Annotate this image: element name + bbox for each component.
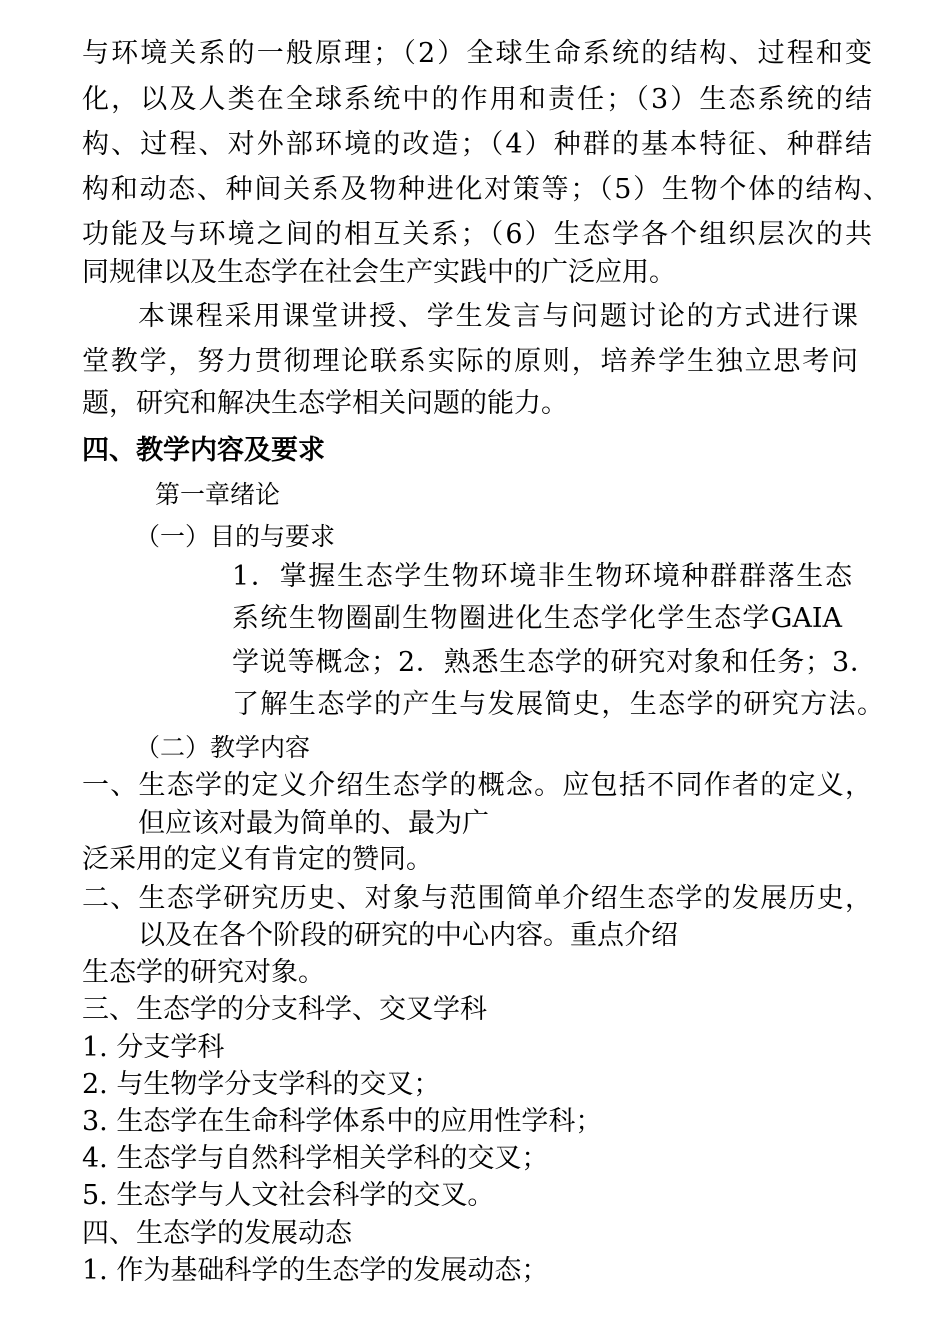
text-line: 构、过程、对外部环境的改造；（4）种群的基本特征、种群结	[82, 129, 872, 160]
text-line: 二、生态学研究历史、对象与范围简单介绍生态学的发展历史，	[82, 883, 872, 914]
text-line: 以及在各个阶段的研究的中心内容。重点介绍	[138, 920, 678, 951]
text-line: 化，以及人类在全球系统中的作用和责任；（3）生态系统的结	[82, 84, 872, 115]
text-line: 生态学的研究对象。	[82, 957, 325, 988]
text-line: 构和动态、种间关系及物种进化对策等；（5）生物个体的结构、	[82, 174, 890, 205]
text-line: 堂教学，努力贯彻理论联系实际的原则，培养学生独立思考问	[82, 346, 858, 377]
text-line: 题，研究和解决生态学相关问题的能力。	[82, 388, 568, 419]
text-line: 系统生物圈副生物圈进化生态学化学生态学GAIA	[232, 603, 842, 634]
item-heading: 三、生态学的分支科学、交叉学科	[82, 994, 487, 1025]
list-item: 2. 与生物学分支学科的交叉；	[82, 1069, 441, 1100]
section-heading: 四、教学内容及要求	[82, 435, 325, 466]
subsection-heading-objectives: （一）目的与要求	[135, 522, 336, 551]
item-heading: 四、生态学的发展动态	[82, 1218, 352, 1249]
list-item: 1. 分支学科	[82, 1032, 225, 1063]
text-line: 一、生态学的定义介绍生态学的概念。应包括不同作者的定义，	[82, 770, 872, 801]
text-line: 学说等概念；2．熟悉生态学的研究对象和任务；3．	[232, 647, 877, 678]
text-line: 与环境关系的一般原理；（2）全球生命系统的结构、过程和变	[82, 38, 872, 69]
text-line: 功能及与环境之间的相互关系；（6）生态学各个组织层次的共	[82, 219, 872, 250]
chapter-title: 第一章绪论	[155, 480, 281, 509]
text-line: 但应该对最为简单的、最为广	[138, 808, 489, 839]
text-line: 了解生态学的产生与发展简史，生态学的研究方法。	[232, 689, 884, 720]
text-line: 泛采用的定义有肯定的赞同。	[82, 844, 433, 875]
text-line: 本课程采用课堂讲授、学生发言与问题讨论的方式进行课	[138, 301, 858, 332]
text-line: 1．掌握生态学生物环境非生物环境种群群落生态	[232, 561, 852, 592]
list-item: 3. 生态学在生命科学体系中的应用性学科；	[82, 1106, 603, 1137]
text-line: 同规律以及生态学在社会生产实践中的广泛应用。	[82, 257, 676, 288]
list-item: 5. 生态学与人文社会科学的交叉。	[82, 1180, 495, 1211]
subsection-heading-content: （二）教学内容	[135, 733, 311, 762]
list-item: 4. 生态学与自然科学相关学科的交叉；	[82, 1143, 549, 1174]
list-item: 1. 作为基础科学的生态学的发展动态；	[82, 1255, 549, 1286]
